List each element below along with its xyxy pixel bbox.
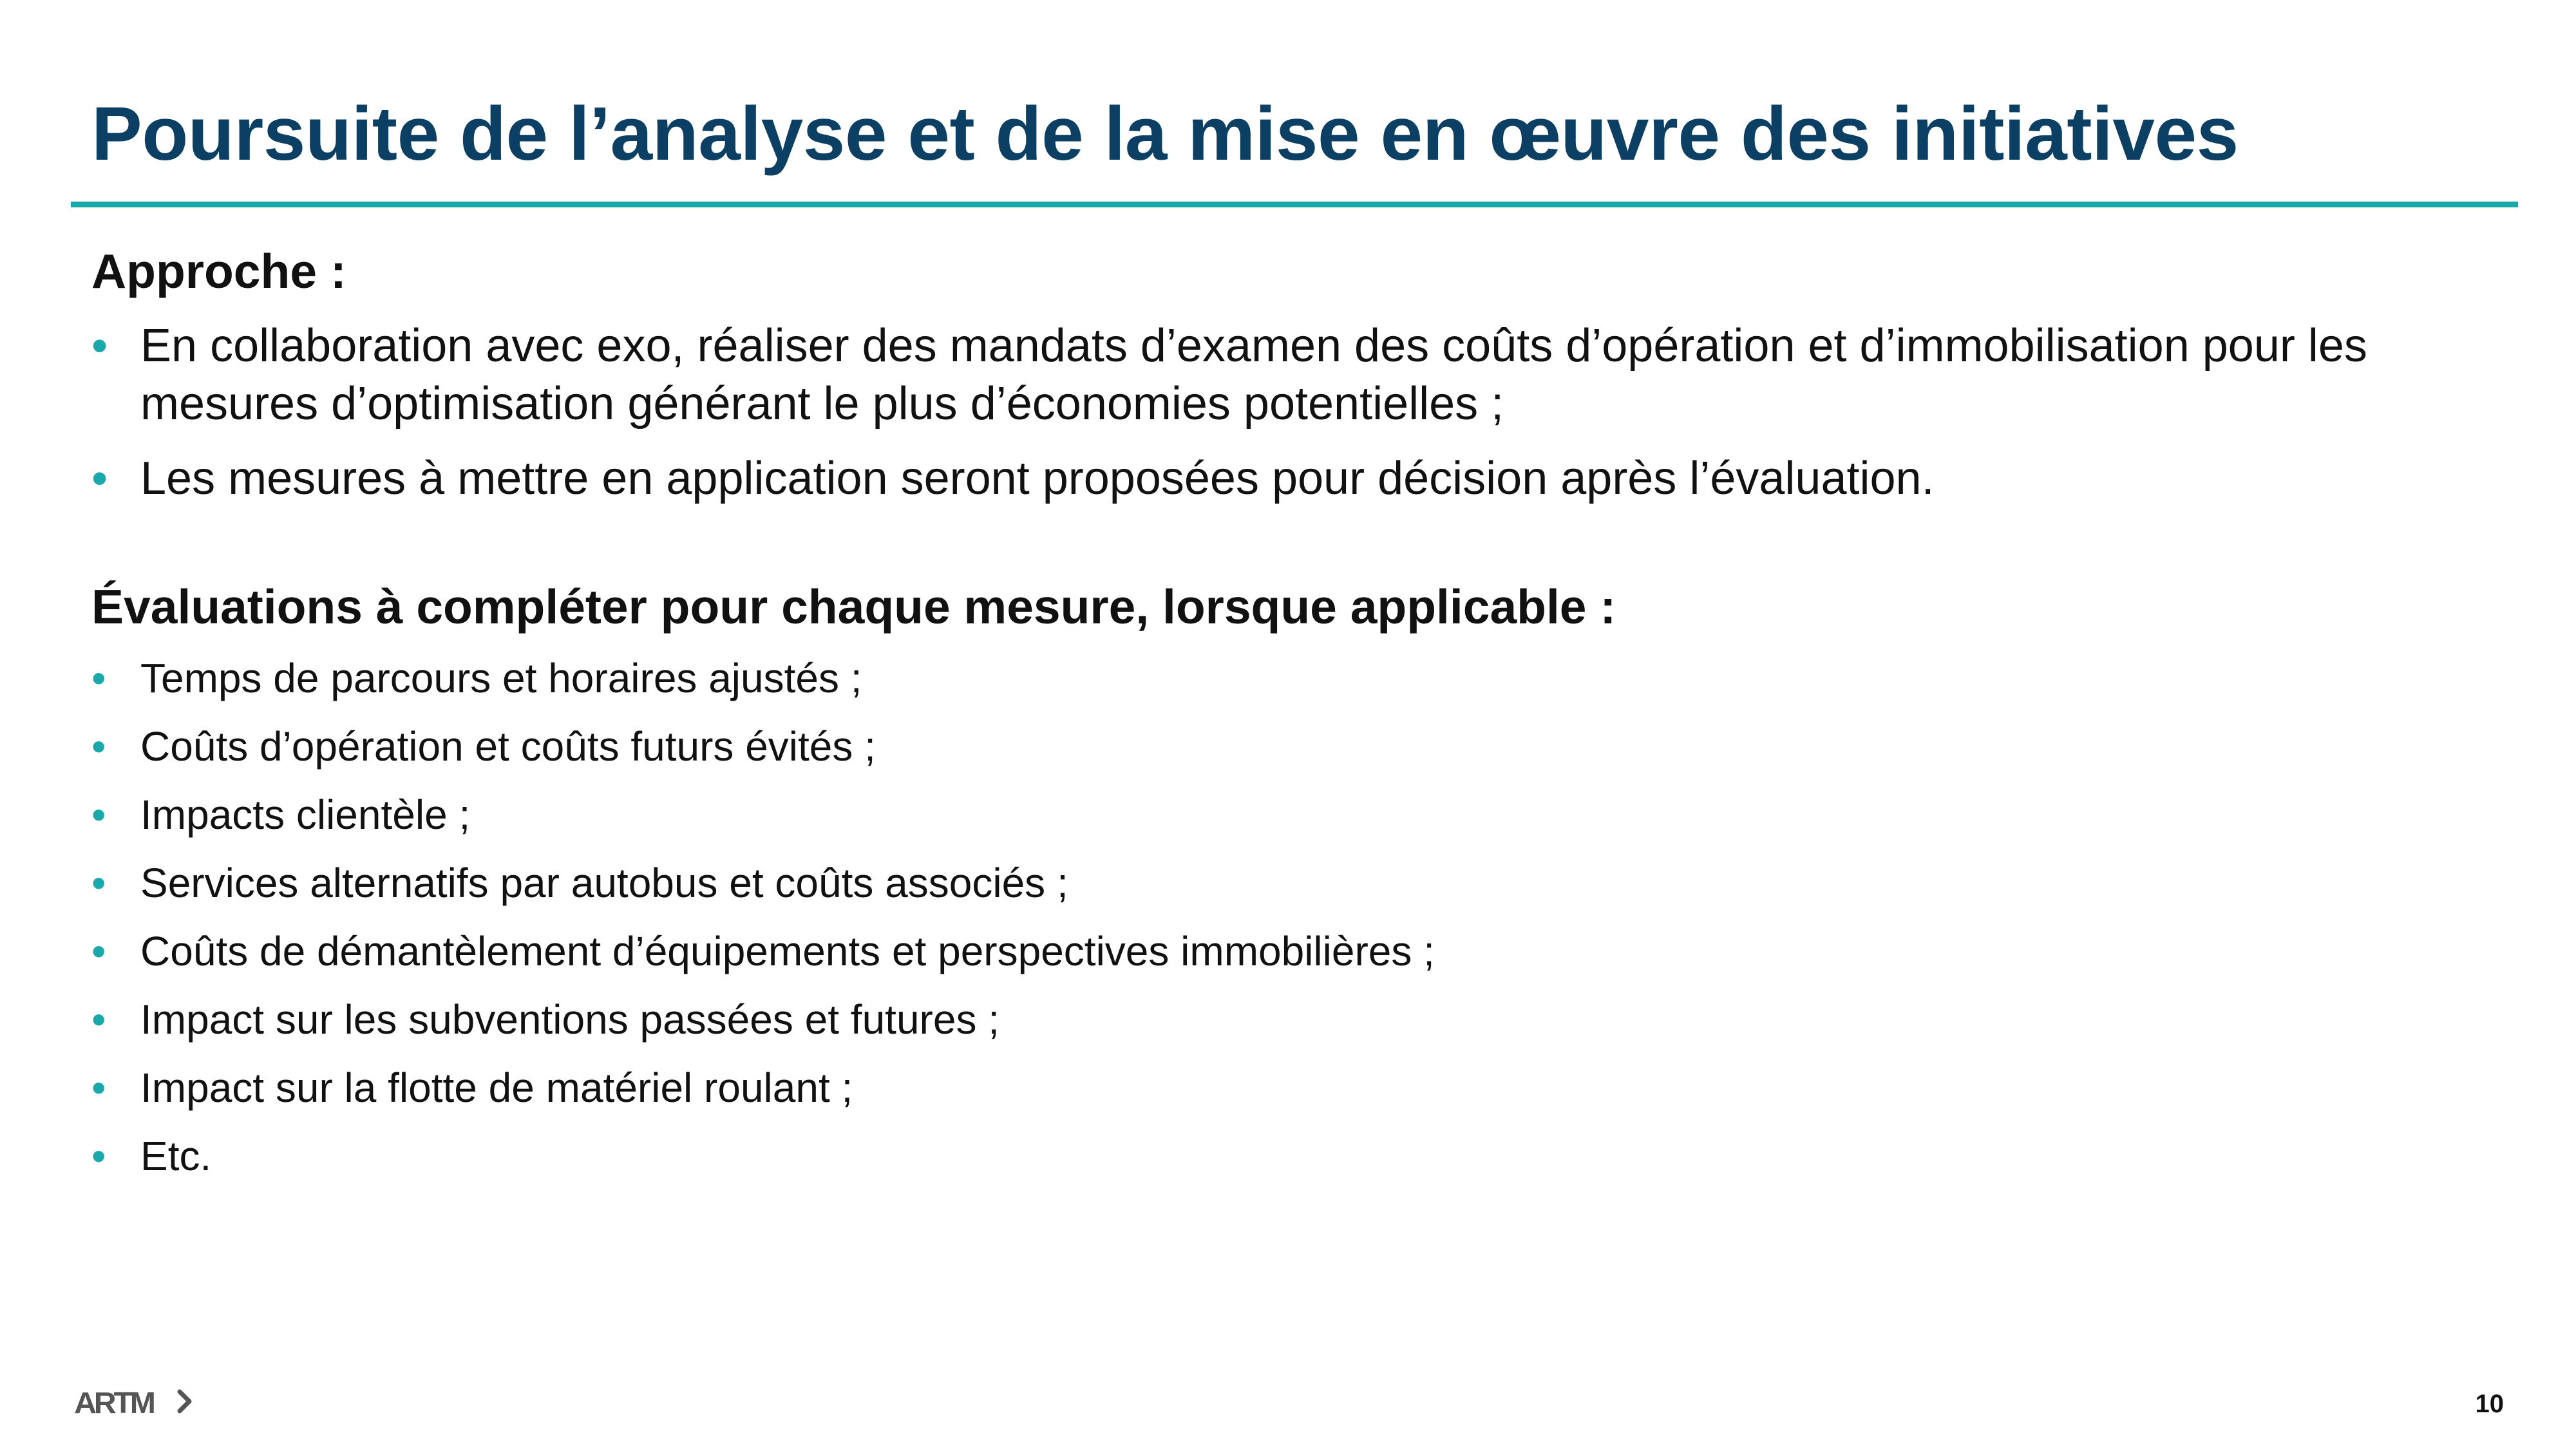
list-item-text: En collaboration avec exo, réaliser des mandats d’examen des coûts d’opération et d’immobilisation pour les mesures d’optimisation générant le plus d’économies potentielles ;: [140, 320, 2367, 430]
list-item-text: Coûts d’opération et coûts futurs évités ;: [140, 723, 876, 770]
bullet-icon: •: [91, 996, 106, 1043]
list-item-text: Coûts de démantèlement d’équipements et perspectives immobilières ;: [140, 928, 1435, 974]
list-item-text: Services alternatifs par autobus et coûts associés ;: [140, 860, 1068, 906]
list-item-text: Les mesures à mettre en application seront proposées pour décision après l’évaluation.: [140, 453, 1935, 504]
list-item: [91, 849, 1435, 917]
list-item-text: Impacts clientèle ;: [140, 791, 471, 838]
bullet-icon: •: [91, 453, 108, 504]
bullet-icon: •: [91, 791, 106, 838]
list-item-text: Etc.: [140, 1133, 212, 1179]
bullet-icon: •: [91, 723, 106, 770]
list-item-text: Impact sur les subventions passées et futures ;: [140, 996, 999, 1043]
logo-text: ARTM: [74, 1386, 153, 1419]
evaluations-list: [91, 644, 1435, 1190]
list-item: [91, 1122, 1435, 1190]
bullet-icon: •: [91, 655, 106, 701]
list-item: [91, 712, 1435, 781]
list-item: [91, 917, 1435, 985]
bullet-icon: •: [91, 1065, 106, 1111]
evaluations-heading: Évaluations à compléter pour chaque mesure, lorsque applicable :: [91, 580, 1616, 634]
list-item: [91, 317, 2536, 433]
chevron-right-icon: [176, 1388, 194, 1417]
list-item: [91, 781, 1435, 849]
approach-heading: Approche :: [91, 244, 346, 298]
list-item-text: Impact sur la flotte de matériel roulant ;: [140, 1065, 853, 1111]
list-item: [91, 644, 1435, 712]
artm-logo: [76, 1383, 194, 1422]
list-item-text: Temps de parcours et horaires ajustés ;: [140, 655, 862, 701]
title-underline: [71, 202, 2518, 207]
slide-title: Poursuite de l’analyse et de la mise en œuvre des initiatives: [91, 91, 2239, 176]
list-item: [91, 1054, 1435, 1122]
list-item: [91, 985, 1435, 1054]
list-item: [91, 450, 2536, 507]
bullet-icon: •: [91, 860, 106, 906]
bullet-icon: •: [91, 928, 106, 974]
bullet-icon: •: [91, 320, 108, 372]
approach-list: [91, 317, 2536, 507]
page-number: 10: [2475, 1390, 2504, 1418]
bullet-icon: •: [91, 1133, 106, 1179]
